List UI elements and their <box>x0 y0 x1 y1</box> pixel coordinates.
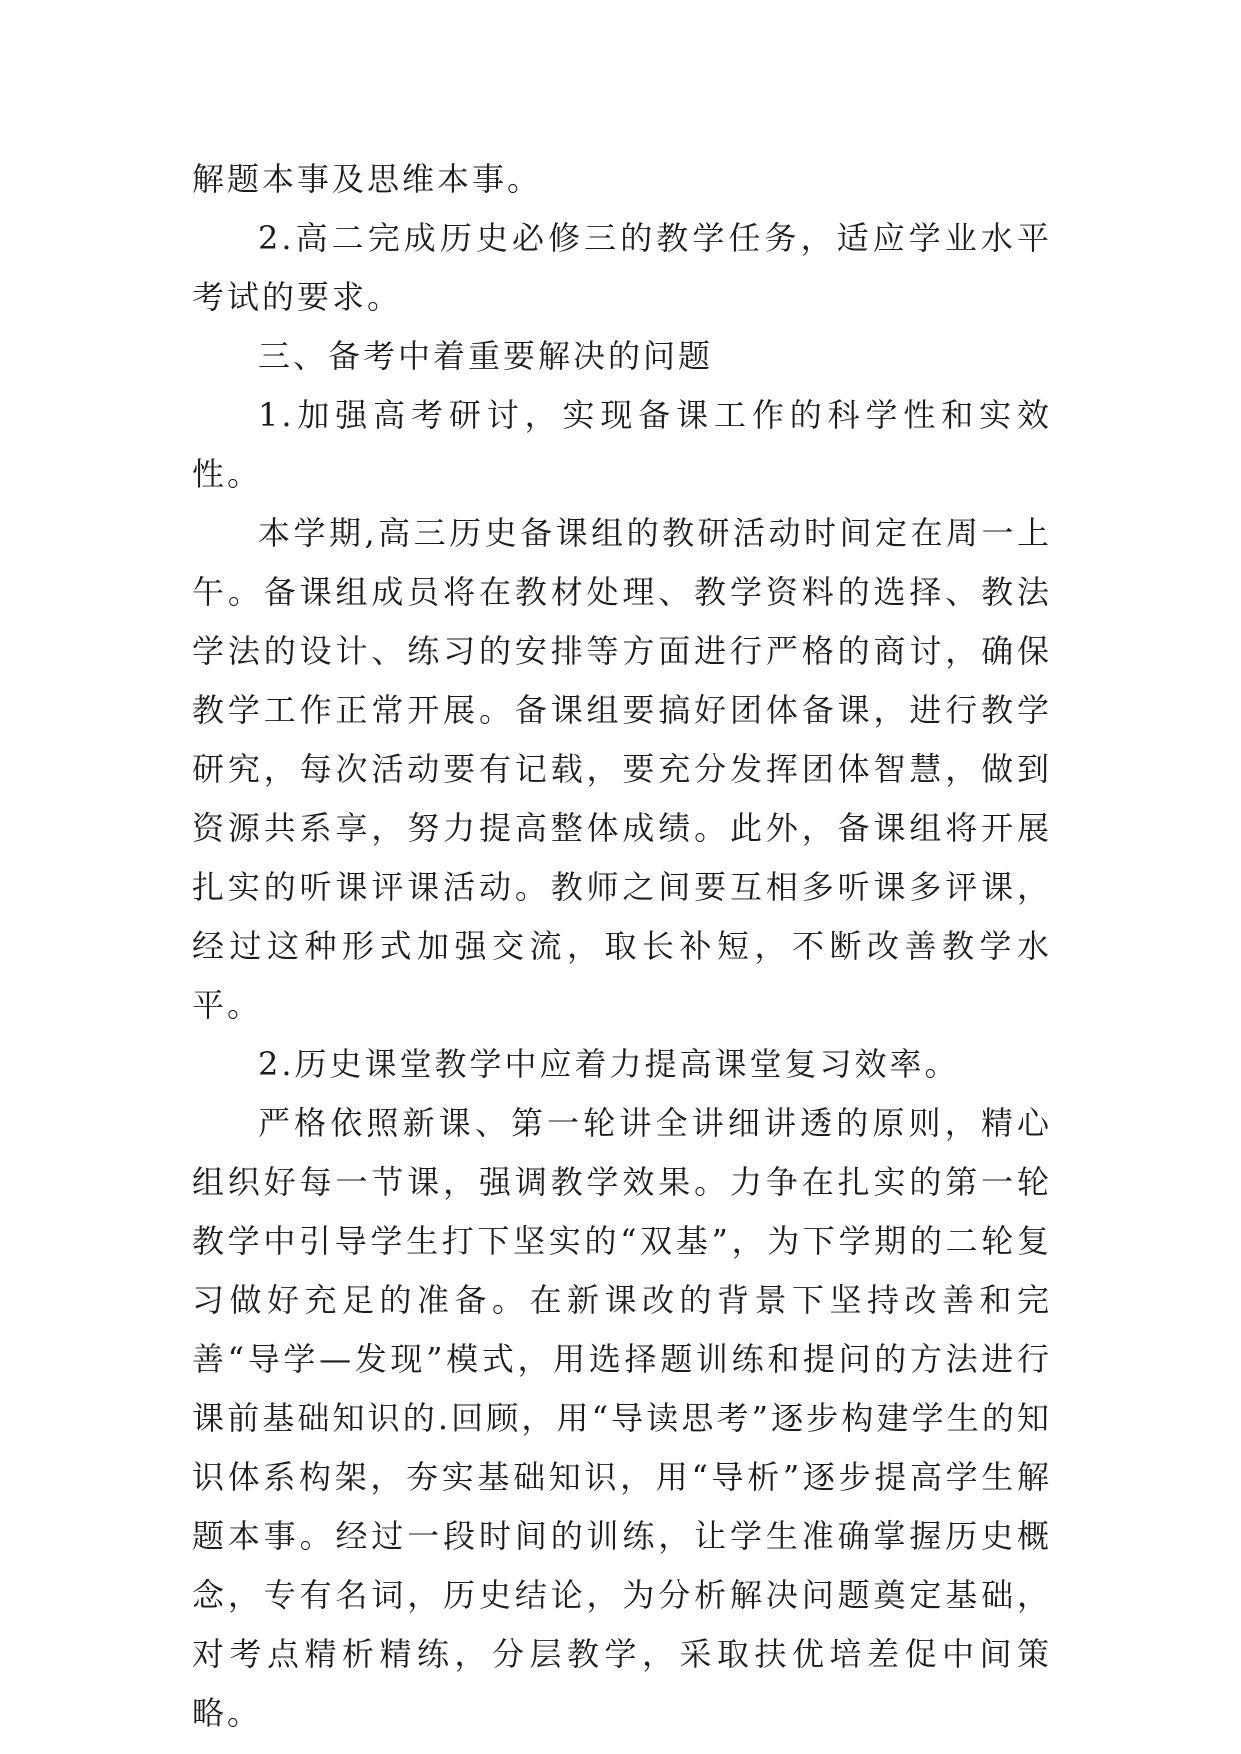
paragraph-item-2-efficiency: 2.历史课堂教学中应着力提高课堂复习效率。 <box>258 1045 960 1083</box>
paragraph-lesson-prep-group: 本学期,高三历史备课组的教研活动时间定在周一上午。备课组成员将在教材处理、教学资料的选择、教法学法的设计、练习的安排等方面进行严格的商讨，确保教学工作正常开展。备课组要搞好团体备课，进行教学研究，每次活动要有记载，要充分发挥团体智慧，做到资源共系享，努力提高整体成绩。此外，备课组将开展扎实的听课评课活动。教师之间要互相多听课多评课，经过这种形式加强交流，取长补短，不断改善教学水平。 <box>192 514 1052 1024</box>
paragraph-teaching-method: 严格依照新课、第一轮讲全讲细讲透的原则，精心组织好每一节课，强调教学效果。力争在扎实的第一轮教学中引导学生打下坚实的“双基”，为下学期的二轮复习做好充足的准备。在新课改的背景下坚持改善和完善“导学—发现”模式，用选择题训练和提问的方法进行课前基础知识的.回顾，用“导读思考”逐步构建学生的知识体系构架，夯实基础知识，用“导析”逐步提高学生解题本事。经过一段时间的训练，让学生准确掌握历史概念，专有名词，历史结论，为分析解决问题奠定基础，对考点精析精练，分层教学，采取扶优培差促中间策略。 <box>192 1104 1052 1732</box>
paragraph-continuation: 解题本事及思维本事。 <box>192 160 543 198</box>
document-body <box>192 150 1052 1743</box>
section-heading-3: 三、备考中着重要解决的问题 <box>258 337 714 375</box>
paragraph-item-1-research: 1.加强高考研讨，实现备课工作的科学性和实效性。 <box>192 396 1052 493</box>
paragraph-item-2-grade-eleven: 2.高二完成历史必修三的教学任务，适应学业水平考试的要求。 <box>192 219 1052 316</box>
